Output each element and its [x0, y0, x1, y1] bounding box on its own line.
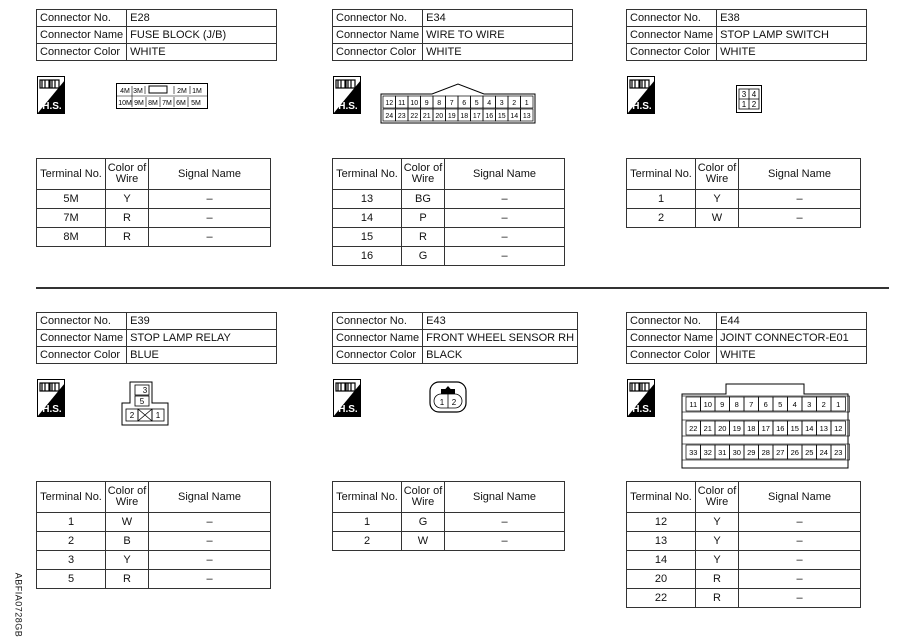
hs-label: H.S.	[338, 404, 358, 415]
pin-label: 23	[834, 448, 843, 457]
connector-diagram-e34	[380, 80, 536, 124]
terminal-table-e34	[332, 158, 565, 266]
table-row	[627, 209, 861, 228]
pin-label: 2	[451, 398, 457, 407]
pin-label: 4M	[120, 88, 130, 95]
value-connector-color: BLACK	[423, 347, 578, 364]
pin-label: 2	[129, 411, 135, 420]
table-row	[37, 190, 271, 209]
pin-label: 12	[834, 424, 843, 433]
pin-label: 7	[749, 400, 754, 409]
hs-icon	[333, 76, 361, 114]
table-row	[37, 209, 271, 228]
table-row	[333, 532, 565, 551]
pin-label: 15	[790, 424, 799, 433]
label-connector-color: Connector Color	[333, 44, 423, 61]
value-connector-name: FRONT WHEEL SENSOR RH	[423, 330, 578, 347]
value-connector-no: E44	[717, 313, 867, 330]
connector-panel-e28	[36, 9, 277, 61]
table-row	[627, 513, 861, 532]
hs-label: H.S.	[632, 101, 652, 112]
table-row	[333, 513, 565, 532]
signal-name: –	[445, 209, 565, 228]
value-connector-name: JOINT CONNECTOR-E01	[717, 330, 867, 347]
pin-label: 11	[689, 400, 698, 409]
header-terminal-no: Terminal No.	[333, 482, 402, 513]
table-row	[627, 589, 861, 608]
pin-label: 5	[474, 100, 479, 107]
terminal-no: 1	[333, 513, 402, 532]
connector-panel-e39	[36, 312, 277, 364]
hs-icon	[37, 76, 65, 114]
connector-info-table	[626, 9, 867, 61]
pin-label: 18	[747, 424, 756, 433]
wire-color: R	[106, 228, 149, 247]
header-terminal-no: Terminal No.	[37, 159, 106, 190]
terminal-no: 13	[627, 532, 696, 551]
connector-panel-e43	[332, 312, 578, 364]
pin-label: 2	[512, 100, 517, 107]
wire-color: G	[402, 513, 445, 532]
table-row	[627, 551, 861, 570]
signal-name: –	[445, 247, 565, 266]
pin-label: 16	[776, 424, 785, 433]
wire-color: P	[402, 209, 445, 228]
figure-code: ABFIA0728GB	[13, 572, 24, 638]
header-color-of-wire: Color of Wire	[696, 159, 739, 190]
signal-name: –	[739, 532, 861, 551]
table-row	[333, 209, 565, 228]
pin-label: 6	[763, 400, 768, 409]
signal-name: –	[149, 228, 271, 247]
pin-label: 21	[422, 113, 431, 120]
pin-label: 9M	[134, 100, 144, 107]
label-connector-no: Connector No.	[333, 10, 423, 27]
value-connector-name: WIRE TO WIRE	[423, 27, 573, 44]
value-connector-no: E39	[127, 313, 277, 330]
pin-label: 9	[424, 100, 429, 107]
label-connector-name: Connector Name	[37, 27, 127, 44]
header-signal-name: Signal Name	[739, 159, 861, 190]
terminal-no: 1	[37, 513, 106, 532]
signal-name: –	[445, 228, 565, 247]
signal-name: –	[739, 589, 861, 608]
terminal-no: 7M	[37, 209, 106, 228]
pin-label: 29	[747, 448, 756, 457]
label-connector-name: Connector Name	[627, 27, 717, 44]
header-color-of-wire: Color of Wire	[696, 482, 739, 513]
pin-label: 27	[776, 448, 785, 457]
value-connector-no: E28	[127, 10, 277, 27]
hs-icon	[627, 76, 655, 114]
pin-label: 2	[751, 100, 757, 109]
connector-info-table	[332, 312, 578, 364]
table-row	[37, 228, 271, 247]
hs-label: H.S.	[338, 101, 358, 112]
pin-label: 14	[805, 424, 814, 433]
header-terminal-no: Terminal No.	[333, 159, 402, 190]
terminal-no: 3	[37, 551, 106, 570]
header-color-of-wire: Color of Wire	[106, 159, 149, 190]
value-connector-name: STOP LAMP SWITCH	[717, 27, 867, 44]
wire-color: R	[696, 570, 739, 589]
label-connector-name: Connector Name	[627, 330, 717, 347]
pin-label: 15	[497, 113, 506, 120]
table-row	[37, 513, 271, 532]
pin-label: 8M	[148, 100, 158, 107]
header-color-of-wire: Color of Wire	[402, 159, 445, 190]
wire-color: W	[106, 513, 149, 532]
header-terminal-no: Terminal No.	[37, 482, 106, 513]
label-connector-color: Connector Color	[37, 347, 127, 364]
terminal-no: 2	[627, 209, 696, 228]
header-signal-name: Signal Name	[739, 482, 861, 513]
terminal-table-e44	[626, 481, 861, 608]
pin-label: 2	[821, 400, 826, 409]
wire-color: Y	[696, 513, 739, 532]
signal-name: –	[149, 209, 271, 228]
pin-label: 19	[447, 113, 456, 120]
wire-color: R	[696, 589, 739, 608]
pin-label: 16	[485, 113, 494, 120]
wire-color: G	[402, 247, 445, 266]
pin-label: 3	[741, 90, 747, 99]
wire-color: Y	[696, 190, 739, 209]
value-connector-color: WHITE	[717, 347, 867, 364]
header-terminal-no: Terminal No.	[627, 159, 696, 190]
wire-color: BG	[402, 190, 445, 209]
connector-diagram-e43	[428, 380, 468, 414]
label-connector-no: Connector No.	[37, 313, 127, 330]
pin-label: 8	[734, 400, 739, 409]
wire-color: Y	[106, 551, 149, 570]
connector-info-table	[626, 312, 867, 364]
signal-name: –	[149, 551, 271, 570]
value-connector-no: E34	[423, 10, 573, 27]
pin-label: 5	[778, 400, 783, 409]
terminal-no: 20	[627, 570, 696, 589]
label-connector-no: Connector No.	[627, 313, 717, 330]
pin-label: 10M	[118, 100, 132, 107]
pin-label: 1	[836, 400, 841, 409]
table-row	[37, 532, 271, 551]
pin-label: 14	[510, 113, 519, 120]
table-row	[333, 190, 565, 209]
pin-label: 9	[720, 400, 725, 409]
pin-label: 22	[410, 113, 419, 120]
terminal-no: 13	[333, 190, 402, 209]
pin-label: 1	[524, 100, 529, 107]
connector-diagram-e28	[116, 83, 208, 109]
pin-label: 13	[819, 424, 828, 433]
signal-name: –	[739, 209, 861, 228]
pin-label: 3	[142, 386, 148, 395]
table-row	[627, 190, 861, 209]
pin-label: 21	[703, 424, 712, 433]
label-connector-color: Connector Color	[37, 44, 127, 61]
header-terminal-no: Terminal No.	[627, 482, 696, 513]
pin-label: 3	[807, 400, 812, 409]
header-signal-name: Signal Name	[149, 159, 271, 190]
terminal-no: 1	[627, 190, 696, 209]
terminal-table-e28	[36, 158, 271, 247]
pin-label: 10	[703, 400, 712, 409]
connector-panel-e34	[332, 9, 573, 61]
wire-color: Y	[106, 190, 149, 209]
pin-label: 6M	[176, 100, 186, 107]
connector-diagram-e44	[676, 380, 854, 472]
value-connector-color: WHITE	[127, 44, 277, 61]
pin-label: 24	[819, 448, 828, 457]
connector-info-table	[332, 9, 573, 61]
connector-diagram-e38	[736, 85, 762, 113]
label-connector-color: Connector Color	[627, 347, 717, 364]
value-connector-color: WHITE	[717, 44, 867, 61]
pin-label: 7	[449, 100, 454, 107]
terminal-no: 22	[627, 589, 696, 608]
pin-label: 7M	[162, 100, 172, 107]
table-row	[37, 551, 271, 570]
header-signal-name: Signal Name	[445, 159, 565, 190]
wire-color: B	[106, 532, 149, 551]
pin-label: 1	[741, 100, 747, 109]
pin-label: 20	[435, 113, 444, 120]
terminal-no: 14	[333, 209, 402, 228]
table-row	[333, 247, 565, 266]
label-connector-no: Connector No.	[37, 10, 127, 27]
connector-info-table	[36, 9, 277, 61]
terminal-table-e39	[36, 481, 271, 589]
signal-name: –	[739, 513, 861, 532]
signal-name: –	[739, 190, 861, 209]
terminal-no: 16	[333, 247, 402, 266]
value-connector-no: E38	[717, 10, 867, 27]
hs-label: H.S.	[42, 101, 62, 112]
pin-label: 12	[385, 100, 394, 107]
pin-label: 28	[761, 448, 770, 457]
label-connector-color: Connector Color	[627, 44, 717, 61]
terminal-no: 8M	[37, 228, 106, 247]
hs-label: H.S.	[42, 404, 62, 415]
signal-name: –	[445, 513, 565, 532]
pin-label: 25	[805, 448, 814, 457]
pin-label: 31	[718, 448, 727, 457]
table-row	[627, 532, 861, 551]
pin-label: 4	[751, 90, 757, 99]
connector-panel-e44	[626, 312, 867, 364]
label-connector-name: Connector Name	[37, 330, 127, 347]
pin-label: 20	[718, 424, 727, 433]
signal-name: –	[739, 551, 861, 570]
value-connector-name: FUSE BLOCK (J/B)	[127, 27, 277, 44]
terminal-table-e38	[626, 158, 861, 228]
signal-name: –	[739, 570, 861, 589]
terminal-no: 12	[627, 513, 696, 532]
terminal-no: 5	[37, 570, 106, 589]
pin-label: 30	[732, 448, 741, 457]
value-connector-name: STOP LAMP RELAY	[127, 330, 277, 347]
section-divider	[36, 287, 889, 289]
value-connector-no: E43	[423, 313, 578, 330]
table-row	[37, 570, 271, 589]
wire-color: R	[402, 228, 445, 247]
pin-label: 3	[499, 100, 504, 107]
pin-label: 3M	[133, 88, 143, 95]
pin-label: 32	[703, 448, 712, 457]
terminal-no: 15	[333, 228, 402, 247]
label-connector-no: Connector No.	[333, 313, 423, 330]
pin-label: 4	[487, 100, 492, 107]
pin-label: 1	[155, 411, 161, 420]
pin-label: 4	[792, 400, 797, 409]
table-row	[333, 228, 565, 247]
wire-color: R	[106, 209, 149, 228]
table-row	[627, 570, 861, 589]
pin-label: 19	[732, 424, 741, 433]
pin-label: 18	[460, 113, 469, 120]
pin-label: 22	[689, 424, 698, 433]
signal-name: –	[149, 570, 271, 589]
pin-label: 33	[689, 448, 698, 457]
signal-name: –	[149, 532, 271, 551]
label-connector-name: Connector Name	[333, 27, 423, 44]
header-color-of-wire: Color of Wire	[106, 482, 149, 513]
pin-label: 11	[398, 100, 406, 107]
connector-info-table	[36, 312, 277, 364]
terminal-no: 2	[37, 532, 106, 551]
pin-label: 26	[790, 448, 799, 457]
label-connector-no: Connector No.	[627, 10, 717, 27]
pin-label: 24	[385, 113, 394, 120]
wire-color: Y	[696, 532, 739, 551]
pin-label: 8	[437, 100, 442, 107]
pin-label: 2M	[177, 88, 187, 95]
wire-color: W	[696, 209, 739, 228]
header-signal-name: Signal Name	[149, 482, 271, 513]
signal-name: –	[149, 190, 271, 209]
signal-name: –	[149, 513, 271, 532]
pin-label: 5	[139, 397, 145, 406]
header-color-of-wire: Color of Wire	[402, 482, 445, 513]
pin-label: 1	[439, 398, 445, 407]
wire-color: Y	[696, 551, 739, 570]
pin-label: 23	[397, 113, 406, 120]
pin-label: 17	[761, 424, 770, 433]
hs-icon	[37, 379, 65, 417]
signal-name: –	[445, 190, 565, 209]
wire-color: R	[106, 570, 149, 589]
value-connector-color: WHITE	[423, 44, 573, 61]
hs-icon	[627, 379, 655, 417]
pin-label: 5M	[191, 100, 201, 107]
terminal-table-e43	[332, 481, 565, 551]
connector-panel-e38	[626, 9, 867, 61]
terminal-no: 14	[627, 551, 696, 570]
pin-label: 17	[472, 113, 481, 120]
hs-label: H.S.	[632, 404, 652, 415]
terminal-no: 5M	[37, 190, 106, 209]
connector-diagram-e39	[120, 381, 170, 427]
pin-label: 10	[410, 100, 419, 107]
wire-color: W	[402, 532, 445, 551]
hs-icon	[333, 379, 361, 417]
label-connector-color: Connector Color	[333, 347, 423, 364]
signal-name: –	[445, 532, 565, 551]
pin-label: 13	[522, 113, 531, 120]
pin-label: 1M	[192, 88, 202, 95]
pin-label: 6	[462, 100, 467, 107]
header-signal-name: Signal Name	[445, 482, 565, 513]
terminal-no: 2	[333, 532, 402, 551]
label-connector-name: Connector Name	[333, 330, 423, 347]
value-connector-color: BLUE	[127, 347, 277, 364]
